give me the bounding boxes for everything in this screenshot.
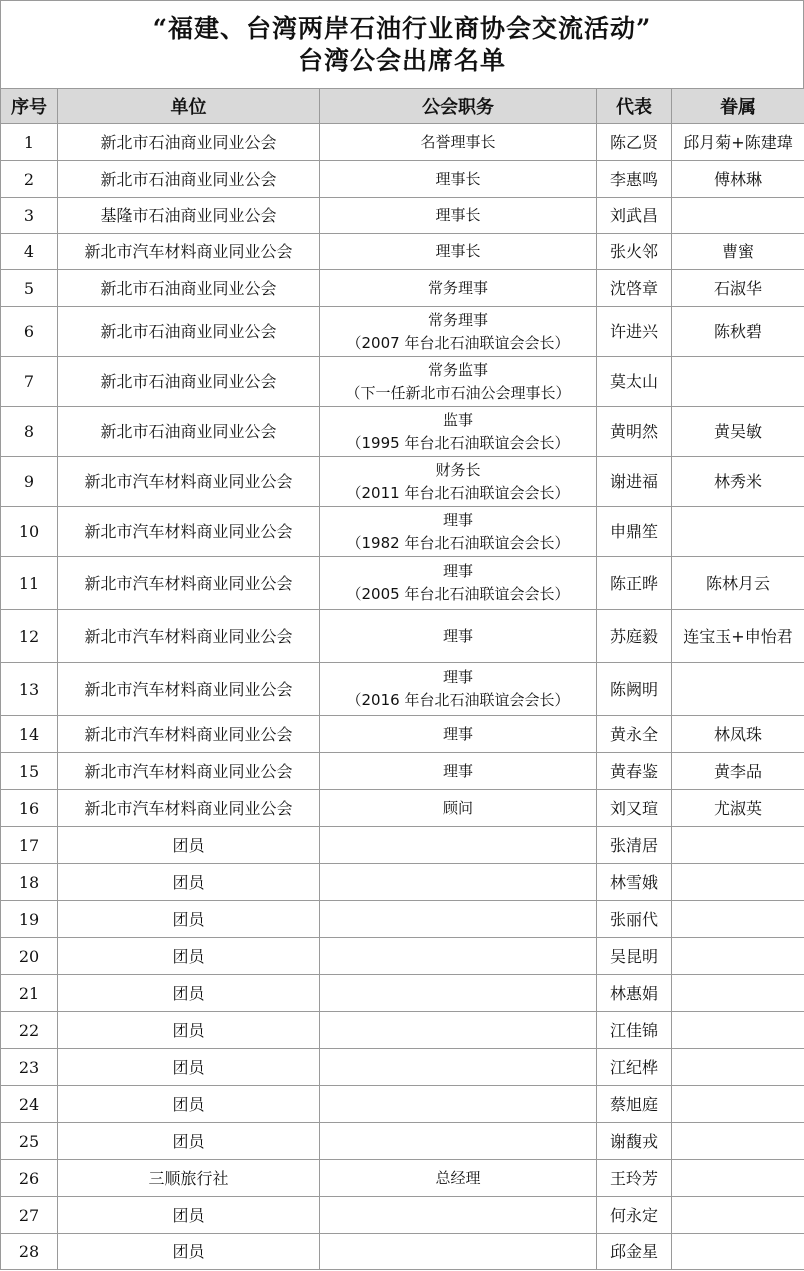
row-unit: 新北市石油商业同业公会 bbox=[58, 307, 320, 357]
row-role-title: 财务长 bbox=[435, 460, 481, 479]
row-family: 陈秋碧 bbox=[672, 307, 804, 357]
row-representative: 谢馥戎 bbox=[597, 1123, 672, 1160]
row-representative: 李惠鸣 bbox=[597, 161, 672, 198]
row-role-title: 常务监事 bbox=[427, 360, 488, 379]
row-role-title: 理事长 bbox=[435, 169, 481, 188]
table-row bbox=[1, 307, 804, 357]
table-row bbox=[1, 234, 804, 270]
row-role bbox=[320, 124, 597, 161]
row-representative: 陈阙明 bbox=[597, 663, 672, 716]
row-unit: 团员 bbox=[58, 864, 320, 901]
row-unit: 新北市汽车材料商业同业公会 bbox=[58, 790, 320, 827]
row-unit: 新北市石油商业同业公会 bbox=[58, 357, 320, 407]
row-unit: 新北市石油商业同业公会 bbox=[58, 161, 320, 198]
row-role bbox=[320, 161, 597, 198]
table-row bbox=[1, 557, 804, 610]
row-unit: 团员 bbox=[58, 1012, 320, 1049]
row-family bbox=[672, 1197, 804, 1234]
row-role bbox=[320, 1197, 597, 1234]
row-representative: 苏庭毅 bbox=[597, 610, 672, 663]
row-number: 16 bbox=[1, 790, 58, 827]
row-role-note: （1995 年台北石油联谊会会长） bbox=[346, 433, 570, 452]
row-role bbox=[320, 610, 597, 663]
row-family: 林秀米 bbox=[672, 457, 804, 507]
row-role-note: （2016 年台北石油联谊会会长） bbox=[346, 691, 570, 709]
row-representative: 张清居 bbox=[597, 827, 672, 864]
row-number: 22 bbox=[1, 1012, 58, 1049]
row-family: 连宝玉+申怡君 bbox=[672, 610, 804, 663]
table-row bbox=[1, 357, 804, 407]
row-role bbox=[320, 234, 597, 270]
row-role bbox=[320, 407, 597, 457]
document-subtitle: 台湾公会出席名单 bbox=[297, 46, 506, 75]
row-number: 21 bbox=[1, 975, 58, 1012]
table-row bbox=[1, 1234, 804, 1270]
row-unit: 团员 bbox=[58, 1197, 320, 1234]
row-role-title: 名誉理事长 bbox=[420, 132, 496, 151]
row-role bbox=[320, 901, 597, 938]
row-family bbox=[672, 1086, 804, 1123]
row-number: 5 bbox=[1, 270, 58, 307]
row-representative: 黄春鉴 bbox=[597, 753, 672, 790]
row-unit: 新北市汽车材料商业同业公会 bbox=[58, 610, 320, 663]
row-representative: 何永定 bbox=[597, 1197, 672, 1234]
row-role-title: 常务理事 bbox=[427, 310, 488, 329]
row-family bbox=[672, 975, 804, 1012]
table-row bbox=[1, 407, 804, 457]
row-unit: 新北市汽车材料商业同业公会 bbox=[58, 507, 320, 557]
row-family: 曹蜜 bbox=[672, 234, 804, 270]
row-role-note: （下一任新北市石油公会理事长） bbox=[345, 383, 571, 402]
row-family: 尤淑英 bbox=[672, 790, 804, 827]
row-number: 2 bbox=[1, 161, 58, 198]
row-number: 17 bbox=[1, 827, 58, 864]
table-row bbox=[1, 507, 804, 557]
table-row bbox=[1, 124, 804, 161]
table-row bbox=[1, 753, 804, 790]
row-family bbox=[672, 1012, 804, 1049]
row-number: 15 bbox=[1, 753, 58, 790]
row-role bbox=[320, 753, 597, 790]
row-role bbox=[320, 198, 597, 234]
row-representative: 江佳锦 bbox=[597, 1012, 672, 1049]
row-role-note: （2007 年台北石油联谊会会长） bbox=[346, 333, 570, 352]
row-number: 18 bbox=[1, 864, 58, 901]
row-representative: 林惠娟 bbox=[597, 975, 672, 1012]
table-row bbox=[1, 975, 804, 1012]
table-row bbox=[1, 1049, 804, 1086]
document-title: “福建、台湾两岸石油行业商协会交流活动” bbox=[152, 14, 652, 43]
row-role bbox=[320, 357, 597, 407]
row-role bbox=[320, 790, 597, 827]
row-role bbox=[320, 557, 597, 610]
table-row bbox=[1, 827, 804, 864]
table-row bbox=[1, 1012, 804, 1049]
row-role bbox=[320, 457, 597, 507]
row-family bbox=[672, 357, 804, 407]
header-representative: 代表 bbox=[597, 89, 672, 124]
row-role bbox=[320, 827, 597, 864]
row-number: 9 bbox=[1, 457, 58, 507]
table-row bbox=[1, 270, 804, 307]
row-number: 8 bbox=[1, 407, 58, 457]
row-number: 7 bbox=[1, 357, 58, 407]
table-row bbox=[1, 716, 804, 753]
header-unit: 单位 bbox=[58, 89, 320, 124]
row-role bbox=[320, 1234, 597, 1270]
row-number: 20 bbox=[1, 938, 58, 975]
row-role bbox=[320, 975, 597, 1012]
row-number: 14 bbox=[1, 716, 58, 753]
header-family: 眷属 bbox=[672, 89, 804, 124]
table-body bbox=[1, 124, 804, 1270]
row-number: 11 bbox=[1, 557, 58, 610]
row-number: 25 bbox=[1, 1123, 58, 1160]
row-representative: 蔡旭庭 bbox=[597, 1086, 672, 1123]
row-representative: 王玲芳 bbox=[597, 1160, 672, 1197]
row-representative: 江纪桦 bbox=[597, 1049, 672, 1086]
row-role-title: 总经理 bbox=[435, 1168, 481, 1187]
row-role bbox=[320, 1160, 597, 1197]
row-role-note: （2011 年台北石油联谊会会长） bbox=[346, 483, 570, 502]
row-unit: 新北市石油商业同业公会 bbox=[58, 270, 320, 307]
row-family bbox=[672, 938, 804, 975]
attendee-table bbox=[0, 88, 804, 1270]
row-number: 26 bbox=[1, 1160, 58, 1197]
row-number: 10 bbox=[1, 507, 58, 557]
row-representative: 沈啓章 bbox=[597, 270, 672, 307]
row-family bbox=[672, 1234, 804, 1270]
row-unit: 三顺旅行社 bbox=[58, 1160, 320, 1197]
table-row bbox=[1, 610, 804, 663]
table-row bbox=[1, 901, 804, 938]
row-family: 林凤珠 bbox=[672, 716, 804, 753]
row-family bbox=[672, 1123, 804, 1160]
row-role-title: 监事 bbox=[442, 410, 473, 429]
row-representative: 陈正晔 bbox=[597, 557, 672, 610]
row-role-title: 理事 bbox=[442, 562, 473, 580]
row-unit: 团员 bbox=[58, 1049, 320, 1086]
row-unit: 新北市石油商业同业公会 bbox=[58, 124, 320, 161]
row-family bbox=[672, 198, 804, 234]
row-representative: 许进兴 bbox=[597, 307, 672, 357]
row-role-title: 理事 bbox=[442, 761, 473, 780]
row-unit: 新北市石油商业同业公会 bbox=[58, 407, 320, 457]
row-role-title: 理事 bbox=[442, 510, 473, 529]
row-unit: 团员 bbox=[58, 975, 320, 1012]
row-number: 4 bbox=[1, 234, 58, 270]
row-representative: 莫太山 bbox=[597, 357, 672, 407]
row-representative: 林雪娥 bbox=[597, 864, 672, 901]
row-number: 27 bbox=[1, 1197, 58, 1234]
row-role bbox=[320, 1086, 597, 1123]
header-no: 序号 bbox=[1, 89, 58, 124]
row-role bbox=[320, 507, 597, 557]
row-number: 24 bbox=[1, 1086, 58, 1123]
row-number: 23 bbox=[1, 1049, 58, 1086]
row-role bbox=[320, 938, 597, 975]
row-role-title: 常务理事 bbox=[427, 278, 488, 297]
row-family bbox=[672, 901, 804, 938]
row-representative: 张丽代 bbox=[597, 901, 672, 938]
row-unit: 基隆市石油商业同业公会 bbox=[58, 198, 320, 234]
row-representative: 陈乙贤 bbox=[597, 124, 672, 161]
table-row bbox=[1, 1197, 804, 1234]
row-family: 傅林琳 bbox=[672, 161, 804, 198]
title-block bbox=[0, 0, 804, 88]
row-representative: 黄明然 bbox=[597, 407, 672, 457]
row-role bbox=[320, 716, 597, 753]
table-row bbox=[1, 938, 804, 975]
table-row bbox=[1, 1123, 804, 1160]
row-family bbox=[672, 507, 804, 557]
row-unit: 新北市汽车材料商业同业公会 bbox=[58, 557, 320, 610]
table-row bbox=[1, 790, 804, 827]
row-representative: 申鼎笙 bbox=[597, 507, 672, 557]
row-role-title: 理事 bbox=[442, 724, 473, 743]
row-role-note: （1982 年台北石油联谊会会长） bbox=[346, 533, 570, 552]
row-number: 28 bbox=[1, 1234, 58, 1270]
row-number: 12 bbox=[1, 610, 58, 663]
table-row bbox=[1, 198, 804, 234]
row-role-title: 理事长 bbox=[435, 206, 481, 224]
row-unit: 新北市汽车材料商业同业公会 bbox=[58, 663, 320, 716]
row-family bbox=[672, 1049, 804, 1086]
row-role-title: 理事长 bbox=[435, 242, 481, 260]
row-representative: 黄永全 bbox=[597, 716, 672, 753]
row-representative: 邱金星 bbox=[597, 1234, 672, 1270]
row-family: 石淑华 bbox=[672, 270, 804, 307]
row-unit: 新北市汽车材料商业同业公会 bbox=[58, 753, 320, 790]
table-row bbox=[1, 457, 804, 507]
row-number: 19 bbox=[1, 901, 58, 938]
row-role bbox=[320, 1012, 597, 1049]
row-representative: 谢进福 bbox=[597, 457, 672, 507]
row-family: 邱月菊+陈建瑋 bbox=[672, 124, 804, 161]
row-role bbox=[320, 864, 597, 901]
row-representative: 吴昆明 bbox=[597, 938, 672, 975]
row-unit: 团员 bbox=[58, 938, 320, 975]
row-role-note: （2005 年台北石油联谊会会长） bbox=[346, 585, 570, 603]
row-number: 1 bbox=[1, 124, 58, 161]
row-unit: 团员 bbox=[58, 901, 320, 938]
header-role: 公会职务 bbox=[320, 89, 597, 124]
row-number: 13 bbox=[1, 663, 58, 716]
row-unit: 团员 bbox=[58, 827, 320, 864]
table-row bbox=[1, 1160, 804, 1197]
row-representative: 刘又瑄 bbox=[597, 790, 672, 827]
row-role-title: 顾问 bbox=[442, 798, 473, 817]
row-unit: 新北市汽车材料商业同业公会 bbox=[58, 716, 320, 753]
row-family bbox=[672, 663, 804, 716]
row-role bbox=[320, 1123, 597, 1160]
row-role-title: 理事 bbox=[442, 626, 473, 645]
row-family: 陈林月云 bbox=[672, 557, 804, 610]
row-unit: 新北市汽车材料商业同业公会 bbox=[58, 457, 320, 507]
table-row bbox=[1, 1086, 804, 1123]
table-header-row bbox=[1, 89, 804, 124]
row-representative: 刘武昌 bbox=[597, 198, 672, 234]
row-number: 6 bbox=[1, 307, 58, 357]
row-unit: 团员 bbox=[58, 1086, 320, 1123]
table-row bbox=[1, 864, 804, 901]
row-unit: 团员 bbox=[58, 1234, 320, 1270]
row-unit: 团员 bbox=[58, 1123, 320, 1160]
row-unit: 新北市汽车材料商业同业公会 bbox=[58, 234, 320, 270]
table-row bbox=[1, 161, 804, 198]
row-family bbox=[672, 864, 804, 901]
row-family bbox=[672, 827, 804, 864]
row-family: 黄李品 bbox=[672, 753, 804, 790]
row-role-title: 理事 bbox=[442, 668, 473, 686]
row-family bbox=[672, 1160, 804, 1197]
table-row bbox=[1, 663, 804, 716]
row-representative: 张火邻 bbox=[597, 234, 672, 270]
row-family: 黄吴敏 bbox=[672, 407, 804, 457]
row-role bbox=[320, 1049, 597, 1086]
row-number: 3 bbox=[1, 198, 58, 234]
row-role bbox=[320, 307, 597, 357]
row-role bbox=[320, 270, 597, 307]
row-role bbox=[320, 663, 597, 716]
